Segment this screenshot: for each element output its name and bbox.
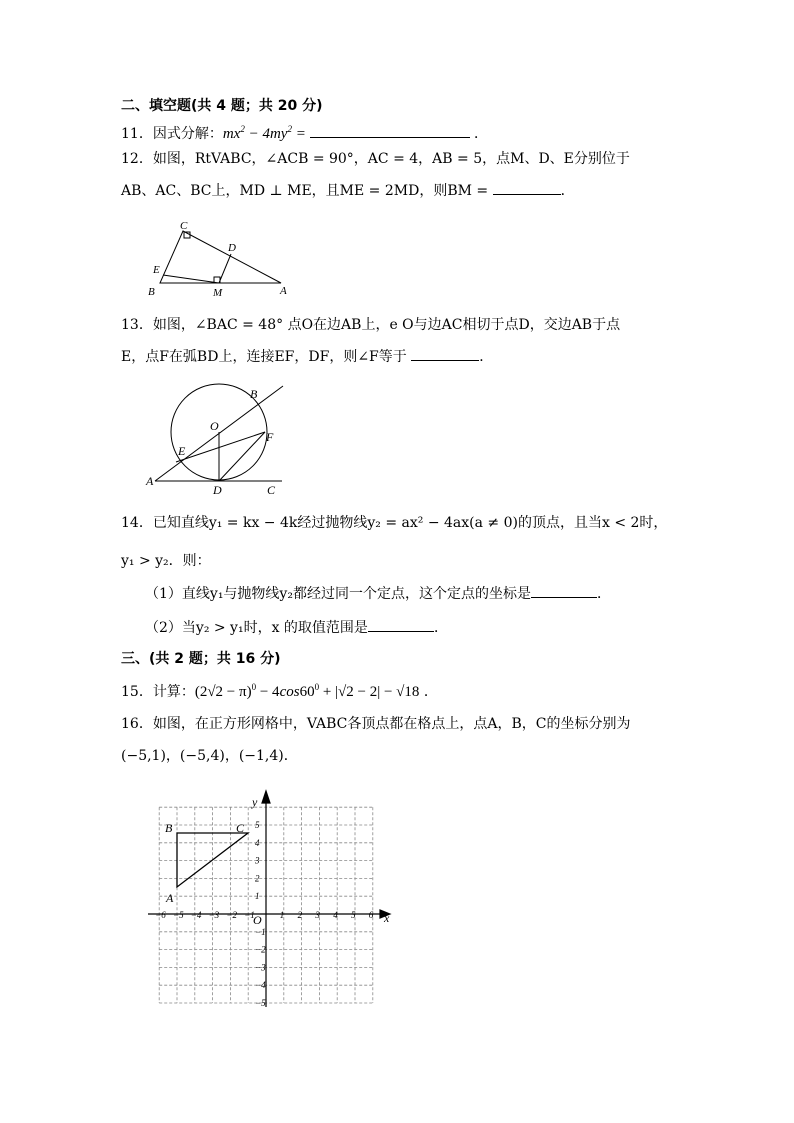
q15-prompt: 计算：: [152, 684, 195, 700]
x-tick-label: −5: [173, 910, 184, 920]
q12-text-line-1: 如图，RtVABC，∠ACB = 90°，AC = 4，AB = 5，点M、D、E分别位于: [152, 151, 630, 167]
y-axis-arrow: [262, 791, 270, 803]
q12-text-line-2: AB、AC、BC上，MD ⊥ ME，且ME = 2MD，则BM =: [121, 183, 489, 199]
question-11: 11．因式分解：$mx^2 - 4my^2$ = ．: [121, 124, 489, 142]
q12-label-b: B: [148, 286, 155, 298]
y-axis-label: y: [252, 795, 258, 809]
q11-prompt: 因式分解：: [152, 126, 223, 142]
x-tick-label: −4: [190, 910, 202, 920]
q15-expression: $(2√2 - \pi)^0 - 4\cos 60^0 + |√2 - 2| - √18$: [194, 682, 420, 700]
q13-number: 13．: [121, 317, 153, 333]
vertex-b-label: B: [165, 821, 173, 835]
x-tick-label: 3: [315, 910, 320, 920]
q13-text-line-1: 如图，∠BAC = 48° 点O在边AB上，e O与边AC相切于点D，交边AB于点: [152, 317, 621, 333]
q11-expression: $mx^2 - 4my^2$ =: [222, 124, 310, 142]
q11-number: 11．: [121, 126, 153, 142]
question-15: 15．计算：$(2√2 - \pi)^0 - 4\cos 60^0 + |√2 - 2| - √18$ ．: [121, 682, 438, 700]
x-tick-label: 4: [333, 910, 338, 920]
question-13-line-2: E，点F在弧BD上，连接EF，DF，则∠F等于 ．: [121, 346, 493, 367]
question-14-line-2: y₁ > y₂．则：: [121, 553, 211, 569]
q16-number: 16．: [121, 716, 153, 732]
q13-label-d: D: [213, 483, 222, 497]
q13-label-f: F: [266, 430, 274, 444]
question-16-line-2: (−5,1)，(−5,4)，(−1,4)．: [121, 748, 298, 764]
q13-text-line-2: E，点F在弧BD上，连接EF，DF，则∠F等于: [121, 349, 407, 365]
x-tick-label: −3: [208, 910, 220, 920]
q14-number: 14．: [121, 515, 153, 531]
y-tick-label: 1: [255, 891, 260, 902]
q13-label-b: B: [250, 387, 258, 401]
vertex-c-label: C: [236, 821, 245, 835]
q16-text-line-1: 如图，在正方形网格中，VABC各顶点都在格点上，点A，B，C的坐标分别为: [152, 716, 631, 732]
q12-label-d: D: [228, 242, 236, 254]
q12-number: 12．: [121, 151, 153, 167]
q14-part-1-text: （1）直线y₁与抛物线y₂都经过同一个定点，这个定点的坐标是: [145, 586, 531, 602]
q13-label-e: E: [178, 444, 186, 458]
q12-label-a: A: [280, 285, 287, 297]
y-tick-label: −2: [255, 944, 266, 955]
question-14-part-1: （1）直线y₁与抛物线y₂都经过同一个定点，这个定点的坐标是 ．: [145, 583, 611, 604]
vertex-a-label: A: [166, 891, 174, 905]
x-tick-label: 6: [368, 910, 374, 920]
q12-label-c: C: [180, 220, 188, 232]
y-tick-label: −4: [255, 980, 266, 991]
x-tick-label: 5: [351, 910, 356, 920]
question-14-part-2: （2）当y₂ > y₁时，x 的取值范围是 ．: [145, 617, 448, 638]
x-tick-label: −6: [155, 910, 166, 920]
y-tick-label: 3: [255, 855, 260, 866]
q13-label-c: C: [267, 483, 276, 497]
x-tick-label: 1: [279, 910, 285, 920]
y-tick-label: −1: [255, 926, 266, 937]
y-tick-label: −3: [255, 962, 266, 973]
origin-label: O: [253, 913, 262, 927]
section-2-heading: 二、填空题(共 4 题；共 20 分): [121, 98, 323, 114]
q12-label-e: E: [153, 264, 160, 276]
question-12-line-2: AB、AC、BC上，MD ⊥ ME，且ME = 2MD，则BM = ．: [121, 180, 575, 201]
q14-text-line-1: 已知直线y₁ = kx − 4k经过抛物线y₂ = ax² − 4ax(a ≠ 0)的顶点，且当x < 2时，: [152, 515, 668, 531]
q14-part-2-text: （2）当y₂ > y₁时，x 的取值范围是: [145, 620, 368, 636]
q13-label-a: A: [146, 474, 154, 488]
q12-label-m: M: [213, 287, 223, 299]
q15-number: 15．: [121, 684, 153, 700]
section-3-heading: 三、(共 2 题；共 16 分): [121, 651, 281, 667]
y-tick-label: 2: [255, 873, 260, 884]
x-tick-label: 2: [297, 910, 303, 920]
x-tick-label: −2: [226, 910, 237, 920]
x-tick-label: −1: [244, 910, 255, 920]
y-tick-label: 4: [255, 837, 260, 848]
q13-label-o: O: [210, 419, 219, 433]
y-tick-label: 5: [255, 820, 260, 830]
y-tick-label: −5: [255, 998, 266, 1008]
x-axis-label: x: [384, 911, 390, 925]
